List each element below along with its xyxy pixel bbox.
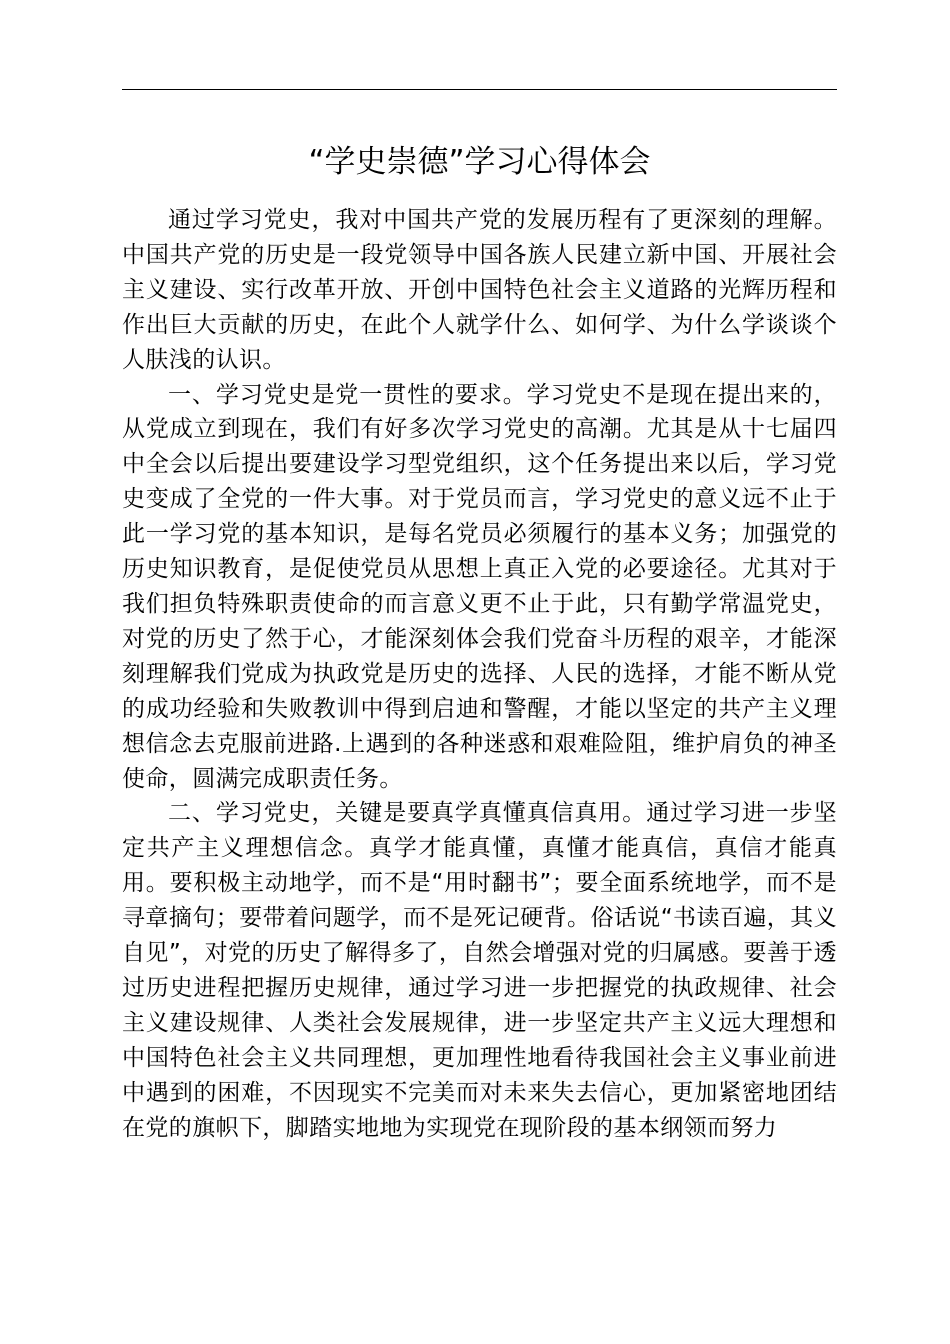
document-title: “学史崇德”学习心得体会	[308, 144, 651, 180]
document-body	[122, 203, 837, 1145]
paragraph-section-2: 二、学习党史，关键是要真学真懂真信真用。通过学习进一步坚定共产主义理想信念。真学才能真懂，真懂才能真信，真信才能真用。要积极主动地学，而不是“用时翻书”；要全面系统地学，而不是寻章摘句；要带着问题学，而不是死记硬背。俗话说“书读百遍，其义自见”，对党的历史了解得多了，自然会增强对党的归属感。要善于透过历史进程把握历史规律，通过学习进一步把握党的执政规律、社会主义建设规律、人类社会发展规律，进一步坚定共产主义远大理想和中国特色社会主义共同理想，更加理性地看待我国社会主义事业前进中遇到的困难，不因现实不完美而对未来失去信心，更加紧密地团结在党的旗帜下，脚踏实地地为实现党在现阶段的基本纲领而努力	[122, 800, 837, 1141]
header-rule	[122, 89, 837, 90]
paragraph-intro: 通过学习党史，我对中国共产党的发展历程有了更深刻的理解。中国共产党的历史是一段党领导中国各族人民建立新中国、开展社会主义建设、实行改革开放、开创中国特色社会主义道路的光辉历程和作出巨大贡献的历史，在此个人就学什么、如何学、为什么学谈谈个人肤浅的认识。	[122, 207, 837, 373]
paragraph-section-1: 一、学习党史是党一贯性的要求。学习党史不是现在提出来的，从党成立到现在，我们有好多次学习党史的高潮。尤其是从十七届四中全会以后提出要建设学习型党组织，这个任务提出来以后，学习党史变成了全党的一件大事。对于党员而言，学习党史的意义远不止于此一学习党的基本知识，是每名党员必须履行的基本义务；加强党的历史知识教育，是促使党员从思想上真正入党的必要途径。尤其对于我们担负特殊职责使命的而言意义更不止于此，只有勤学常温党史，对党的历史了然于心，才能深刻体会我们党奋斗历程的艰辛，才能深刻理解我们党成为执政党是历史的选择、人民的选择，才能不断从党的成功经验和失败教训中得到启迪和警醒，才能以坚定的共产主义理想信念去克服前进路.上遇到的各种迷惑和艰难险阻，维护肩负的神圣使命，圆满完成职责任务。	[122, 381, 837, 792]
